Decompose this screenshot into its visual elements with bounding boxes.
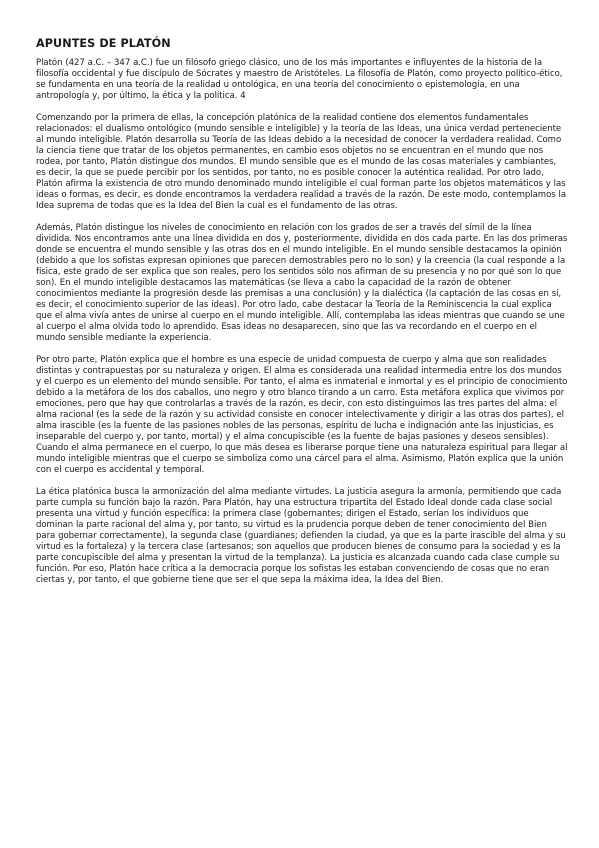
paragraph-ethics-politics: La ética platónica busca la armonización del alma mediante virtudes. La justicia asegura la armonía, permitiendo que cada parte cumpla su función bajo la razón. Para Platón, hay una estructura tripartita del Estado Ideal donde cada clase social presenta una virtud y función específica: la primera clase (gobernantes; dirigen el Estado, serían los individuos que dominan la parte racional del alma y, por tanto, su virtud es la prudencia porque deben de tener conocimiento del Bien para gobernar correctamente), la segunda clase (guardianes; defienden la ciudad, ya que es la parte irascible del alma y su virtud es la fortaleza) y la tercera clase (artesanos; son aquellos que producen bienes de consumo para la sociedad y es la parte concupiscible del alma y presentan la virtud de la templanza). La justicia es alcanzada cuando cada clase cumple su función. Por eso, Platón hace crítica a la democracia porque los sofistas les estaban convenciendo de cosas que no eran ciertas y, por tanto, el que gobierne tiene que ser el que sepa la máxima idea, la Idea del Bien.	[36, 486, 566, 586]
paragraph-ontology: Comenzando por la primera de ellas, la concepción platónica de la realidad contiene dos elementos fundamentales relacionados: el dualismo ontológico (mundo sensible e inteligible) y la teoría de las Ideas, una única verdad perteneciente al mundo inteligible. Platón desarrolla su Teoría de las Ideas debido a la necesidad de conocer la verdadera realidad. Como la ciencia tiene que tratar de los objetos permanentes, en cambio esos objetos no se encuentran en el mundo que nos rodea, por tanto, Platón distingue dos mundos. El mundo sensible que es el mundo de las cosas materiales y cambiantes, es decir, la que se puede percibir por los sentidos, por tanto, no es posible conocer la auténtica realidad. Por otro lado, Platón afirma la existencia de otro mundo denominado mundo inteligible el cual forman parte los objetos matemáticos y las ideas o formas, es decir, es donde encontramos la verdadera realidad a través de la razón. De este modo, contemplamos la Idea suprema de todas que es la Idea del Bien la cual es el fundamento de las otras.	[36, 112, 567, 212]
paragraph-intro: Platón (427 a.C. – 347 a.C.) fue un filósofo griego clásico, uno de los más importantes e influyentes de la historia de la filosofía occidental y fue discípulo de Sócrates y maestro de Aristóteles. La filosofía de Platón, como proyecto político-ético, se fundamenta en una teoría de la realidad u ontológica, en una teoría del conocimiento o epistemología, en una antropología y, por último, la ética y la política. 4	[36, 58, 563, 102]
document-title: APUNTES DE PLATÓN	[36, 37, 171, 50]
paragraph-anthropology: Por otro parte, Platón explica que el hombre es una especie de unidad compuesta de cuerpo y alma que son realidades distintas y contrapuestas por su naturaleza y origen. El alma es considerada una realidad intermedia entre los dos mundos y el cuerpo es un elemento del mundo sensible. Por tanto, el alma es inmaterial e inmortal y es el principio de conocimiento debido a la metáfora de los dos caballos, uno negro y otro blanco tirando a un carro. Esta metáfora explica que vivimos por emociones, pero que hay que controlarlas a través de la razón, es decir, con esto distinguimos las tres partes del alma: el alma racional (es la sede de la razón y su actividad consiste en conocer intelectivamente y dirigir a las otras dos partes), el alma irascible (es la fuente de las pasiones nobles de las personas, espíritu de lucha e indignación ante las injusticias, es inseparable del cuerpo y, por tanto, mortal) y el alma concupiscible (es la fuente de bajas pasiones y deseos sensibles). Cuando el alma permanece en el cuerpo, lo que más desea es liberarse porque tiene una naturaleza espiritual para llegar al mundo inteligible mientras que el cuerpo se simboliza como una cárcel para el alma. Asimismo, Platón explica que la unión con el cuerpo es accidental y temporal.	[36, 354, 568, 476]
paragraph-epistemology: Además, Platón distingue los niveles de conocimiento en relación con los grados de ser a través del símil de la línea dividida. Nos encontramos ante una línea dividida en dos y, posteriormente, dividida en dos cada parte. En las dos primeras donde se encuentra el mundo sensible y las otras dos en el mundo inteligible. En el mundo sensible destacamos la opinión (debido a que los sofistas expresan opiniones que parecen demostrables pero no lo son) y la creencia (la cual responde a la física, este grado de ser explica que son reales, pero los sentidos sólo nos afirman de su presencia y no por qué son lo que son). En el mundo inteligible destacamos las matemáticas (se lleva a cabo la capacidad de la razón de obtener conocimientos mediante la progresión desde las premisas a una conclusión) y la dialéctica (la captación de las cosas en sí, es decir, el conocimiento superior de las ideas). Por otro lado, cabe destacar la Teoría de la Reminiscencia la cual explica que el alma vivía antes de unirse al cuerpo en el mundo inteligible. Allí, contemplaba las ideas mientras que cuando se une al cuerpo el alma olvida todo lo aprendido. Esas ideas no desaparecen, sino que las va recordando en el cuerpo en el mundo sensible mediante la experiencia.	[36, 222, 568, 344]
document-page	[36, 37, 568, 597]
